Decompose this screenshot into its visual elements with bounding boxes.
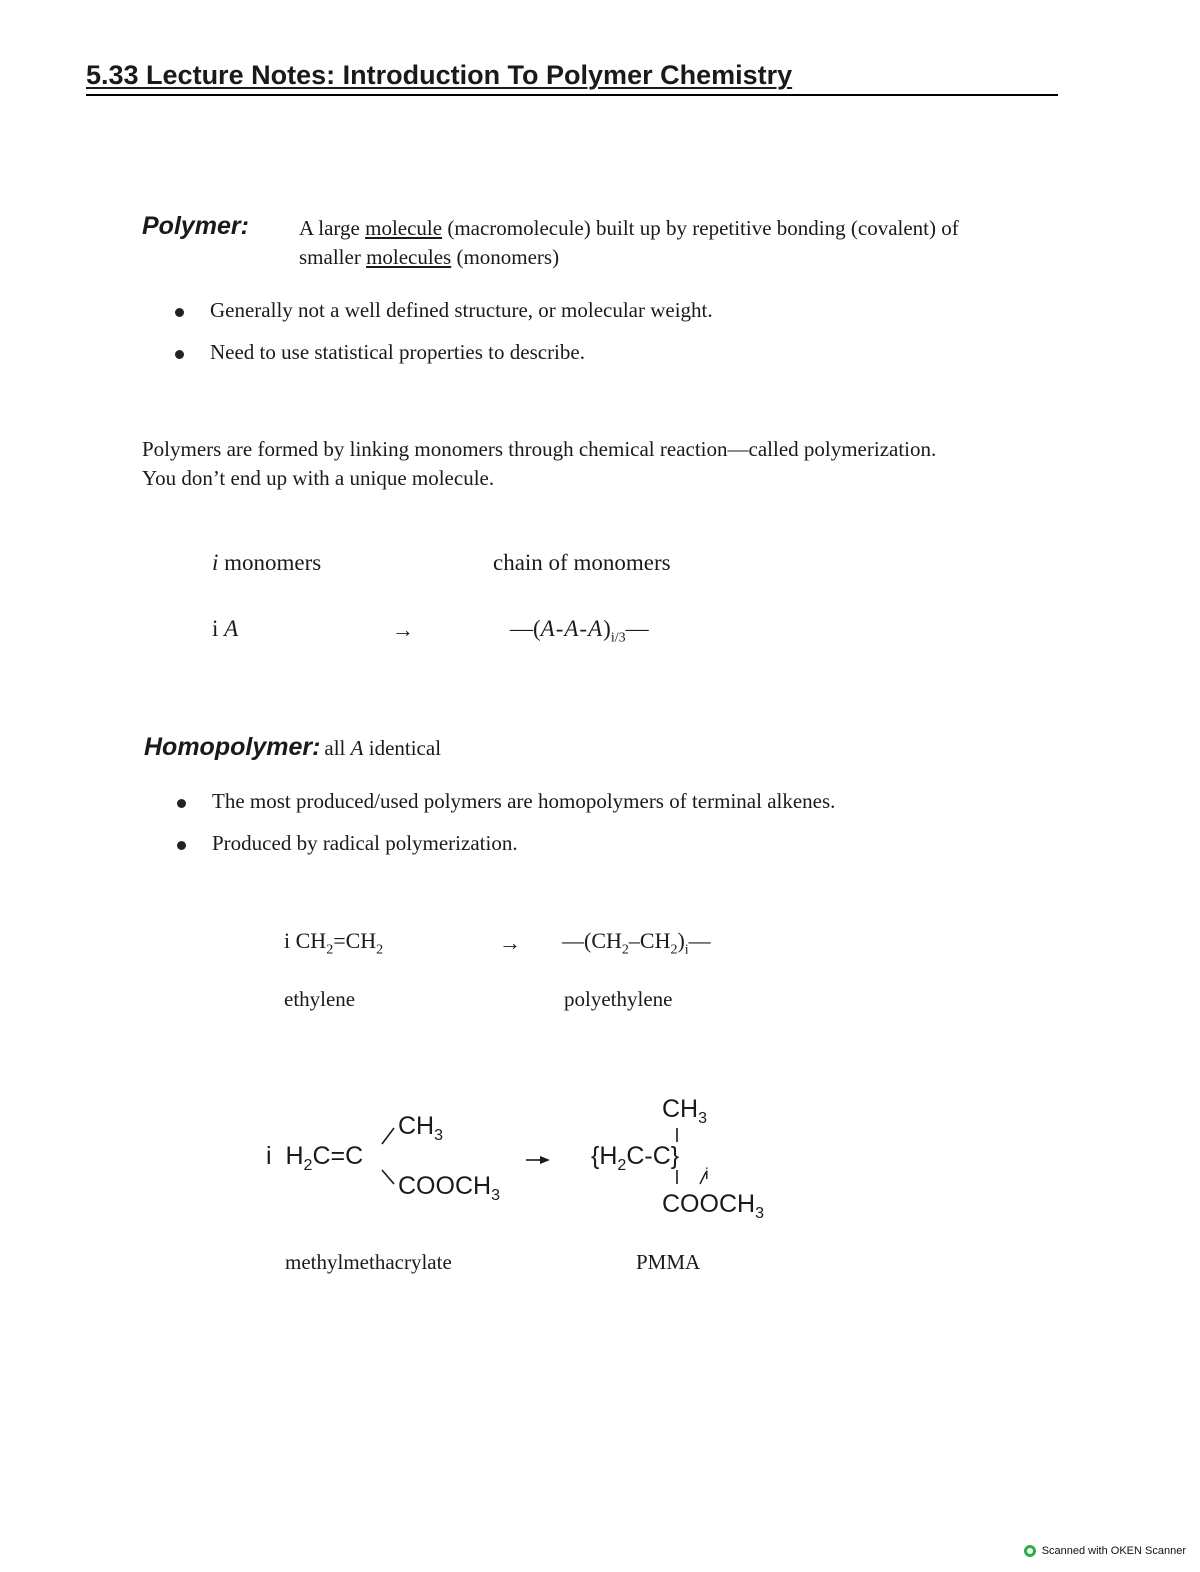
reaction-arrow-icon: [526, 1154, 552, 1166]
polymer-bullet-2: Need to use statistical properties to describe.: [210, 340, 585, 364]
mma-ester-group: $COOCH_3$: [398, 1172, 500, 1204]
polyethylene-formula: $—(CH_2-CH_2)_i—$: [562, 928, 711, 958]
bullet-icon: [177, 799, 186, 808]
scanner-logo-icon: [1024, 1545, 1036, 1557]
pmma-bond-lines: [670, 1126, 710, 1196]
page-title: 5.33 Lecture Notes: Introduction To Polymer Chemistry: [86, 58, 1058, 96]
scheme-product: $—(A-A-A)_{i/3}—$: [510, 616, 649, 646]
formation-paragraph: Polymers are formed by linking monomers through chemical reaction—called polymerization. You don’t end up with a unique molecule.: [142, 437, 937, 490]
bullet-icon: [177, 841, 186, 850]
reaction-arrow-icon: →: [499, 930, 521, 955]
bullet-icon: [175, 308, 184, 317]
polymer-definition: A large molecule (macromolecule) built up by repetitive bonding (covalent) of smaller molecules (monomers): [299, 216, 959, 269]
polymer-bullet-1: Generally not a well defined structure, or molecular weight.: [210, 298, 713, 322]
scheme-reactant: i A: [212, 616, 239, 641]
molecule-link-text: molecule: [365, 216, 443, 240]
pmma-repeat-index: i: [705, 1166, 709, 1183]
pmma-repeat-unit: $\{H_2C-C\}$: [591, 1142, 680, 1174]
pmma-name: PMMA: [636, 1250, 701, 1274]
scanner-text: Scanned with OKEN Scanner: [1041, 1545, 1186, 1557]
ethylene-name: ethylene: [284, 987, 356, 1011]
pmma-methyl-group: $CH_3$: [662, 1095, 708, 1127]
molecules-link-text: molecules: [366, 245, 452, 269]
polyethylene-name: polyethylene: [564, 987, 673, 1011]
mma-structure-main: i $H_2C=C$: [266, 1142, 364, 1174]
homopolymer-term: Homopolymer:: [144, 733, 321, 761]
homopolymer-bullet-2: Produced by radical polymerization.: [212, 831, 518, 855]
mma-bond-lines: [380, 1120, 402, 1192]
scheme-left-label: i monomers: [212, 550, 322, 575]
reaction-arrow-icon: →: [392, 617, 414, 642]
ethylene-formula: i $CH_2=CH_2$: [284, 928, 384, 958]
homopolymer-description: all A identical: [324, 736, 442, 760]
bullet-icon: [175, 350, 184, 359]
mma-methyl-group: $CH_3$: [398, 1112, 444, 1144]
homopolymer-bullet-1: The most produced/used polymers are homopolymers of terminal alkenes.: [212, 789, 836, 813]
scanner-watermark: [1024, 1543, 1186, 1559]
polymer-term: Polymer:: [142, 212, 249, 240]
homopolymer-heading: [144, 733, 441, 762]
scheme-right-label: chain of monomers: [493, 550, 671, 575]
mma-name: methylmethacrylate: [285, 1250, 452, 1274]
pmma-ester-group: $COOCH_3$: [662, 1190, 764, 1222]
